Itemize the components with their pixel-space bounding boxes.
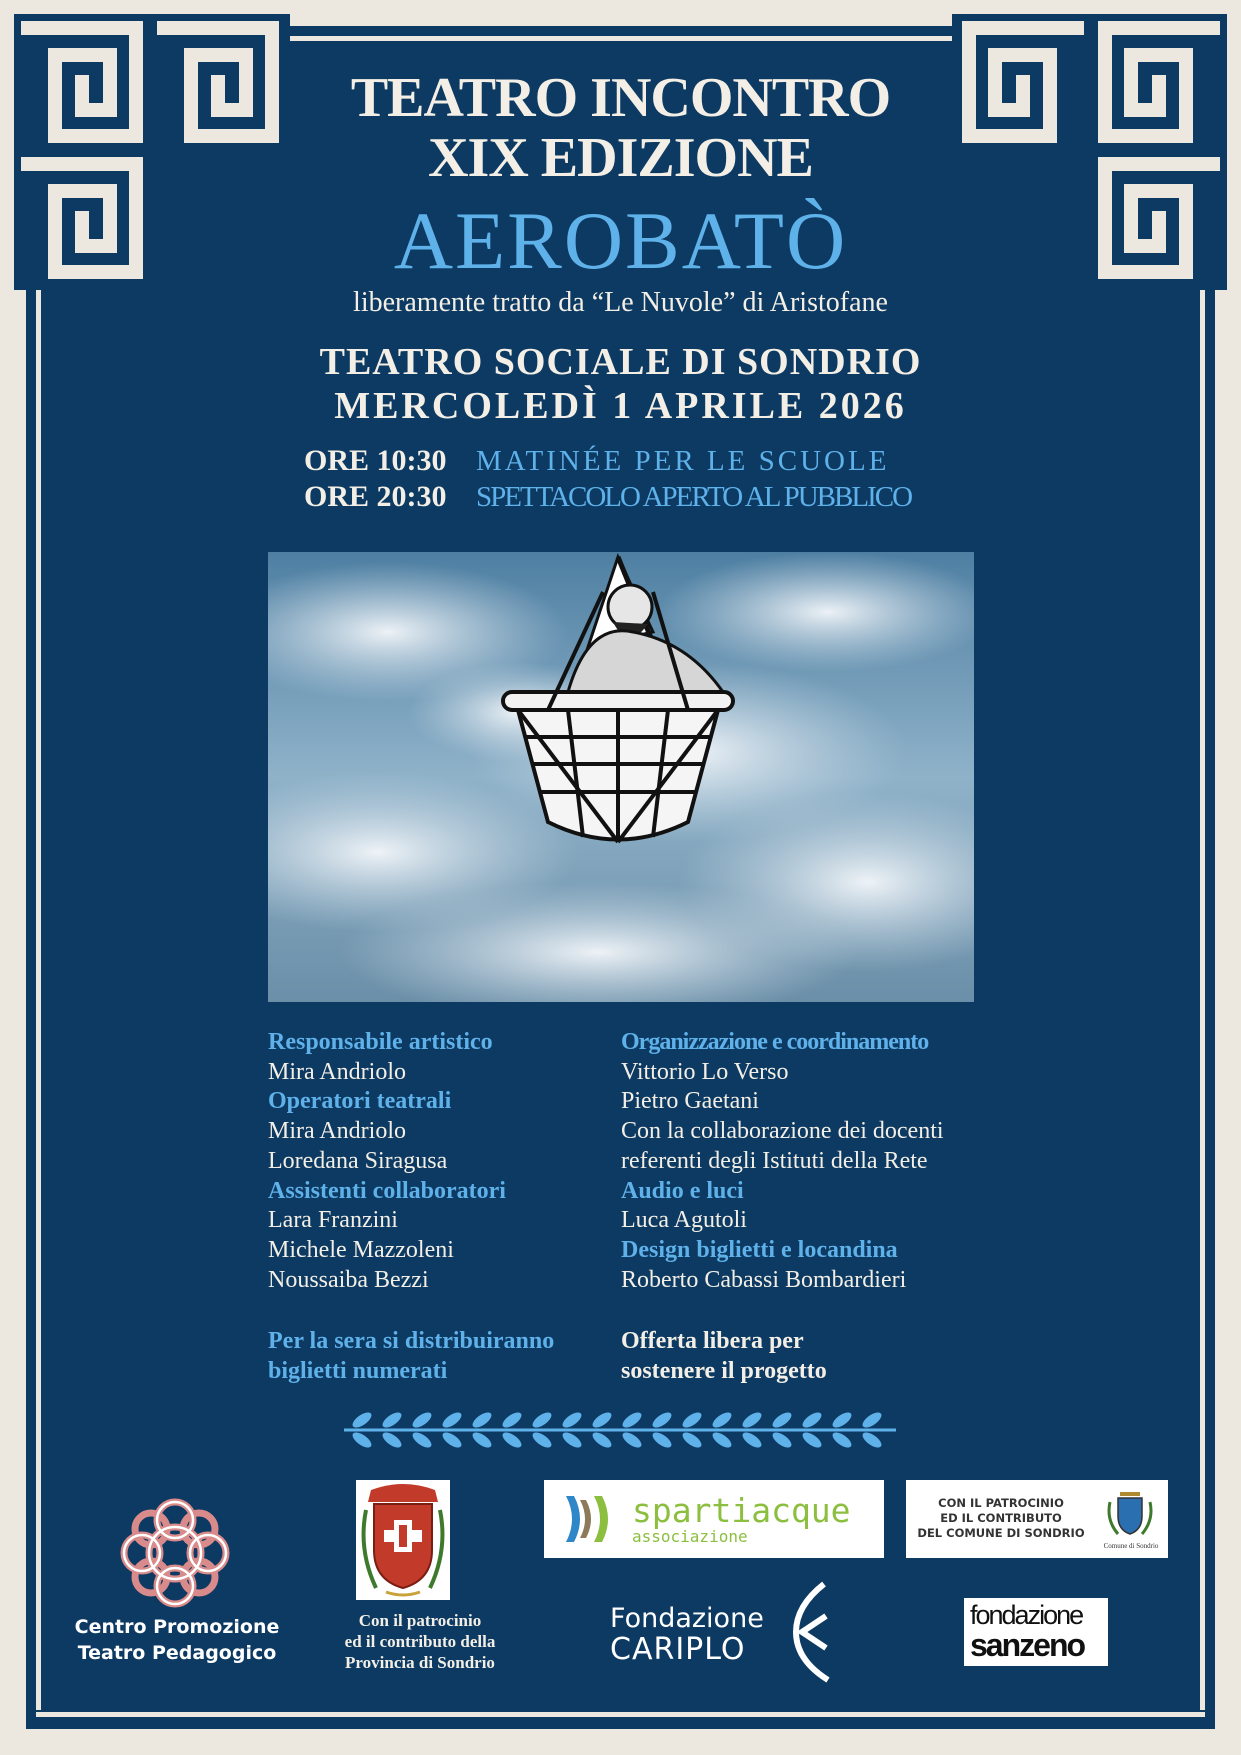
- laurel-leaf: [410, 1410, 434, 1431]
- laurel-leaf: [620, 1430, 644, 1451]
- laurel-leaf: [830, 1410, 854, 1431]
- comune-label-line: CON IL PATROCINIO: [938, 1496, 1064, 1510]
- comune-label-line: ED IL CONTRIBUTO: [940, 1511, 1062, 1525]
- provincia-logo-label: [310, 1610, 530, 1673]
- top-inner-frame-line: [290, 36, 952, 41]
- comune-crest-icon: [1104, 1486, 1156, 1538]
- credits-left-column: [268, 1028, 506, 1295]
- laurel-leaf: [650, 1430, 674, 1451]
- left-frame-line: [14, 290, 26, 1730]
- credits-right-column: [621, 1028, 944, 1295]
- ctp-label-line: Teatro Pedagogico: [77, 1642, 277, 1664]
- donation-note-line: Offerta libera per: [621, 1328, 804, 1354]
- laurel-leaf: [350, 1410, 374, 1431]
- event-date: MERCOLEDÌ 1 APRILE 2026: [334, 385, 907, 427]
- laurel-leaf: [800, 1430, 824, 1451]
- credit-name: Noussaiba Bezzi: [268, 1266, 429, 1293]
- credit-name: Roberto Cabassi Bombardieri: [621, 1266, 907, 1293]
- laurel-leaf: [380, 1410, 404, 1431]
- comune-label-line: DEL COMUNE DI SONDRIO: [917, 1526, 1085, 1540]
- cariplo-mark-icon: [790, 1580, 838, 1684]
- bottom-frame-line: [14, 1729, 1227, 1741]
- laurel-divider-icon: [340, 1404, 900, 1456]
- laurel-leaf: [860, 1430, 884, 1451]
- credit-role: Audio e luci: [621, 1177, 744, 1204]
- laurel-leaf: [440, 1410, 464, 1431]
- ctp-label-line: Centro Promozione: [74, 1616, 280, 1638]
- schedule-row: [304, 444, 911, 480]
- top-frame-line: [290, 14, 952, 26]
- festival-title: TEATRO INCONTRO: [350, 67, 891, 129]
- credit-name: Lara Franzini: [268, 1207, 398, 1234]
- sanzeno-label-line2: sanzeno: [970, 1627, 1085, 1663]
- spartiacque-sub: associazione: [632, 1527, 748, 1546]
- laurel-leaf: [380, 1430, 404, 1451]
- ctp-logo-label: [62, 1614, 292, 1666]
- donation-note-line: sostenere il progetto: [621, 1358, 827, 1384]
- credit-role: Assistenti collaboratori: [268, 1177, 506, 1204]
- laurel-leaf: [800, 1410, 824, 1431]
- cloud-photo-illustration: [268, 552, 974, 1002]
- donation-note: [621, 1326, 827, 1386]
- credit-name: Loredana Siragusa: [268, 1147, 448, 1174]
- laurel-leaf: [860, 1410, 884, 1431]
- laurel-leaf: [470, 1430, 494, 1451]
- schedule-time: ORE 10:30: [304, 444, 447, 477]
- laurel-leaf: [680, 1430, 704, 1451]
- laurel-leaf: [350, 1430, 374, 1451]
- credit-name: referenti degli Istituti della Rete: [621, 1147, 928, 1174]
- comune-crest-caption: Comune di Sondrio: [1103, 1542, 1159, 1550]
- laurel-leaf: [770, 1410, 794, 1431]
- credit-name: Vittorio Lo Verso: [621, 1058, 789, 1085]
- credit-name: Michele Mazzoleni: [268, 1236, 454, 1263]
- laurel-leaf: [530, 1430, 554, 1451]
- credit-name: Mira Andriolo: [268, 1118, 406, 1145]
- laurel-leaf: [590, 1430, 614, 1451]
- credit-name: Luca Agutoli: [621, 1207, 747, 1234]
- provincia-label-line: Con il patrocinio: [358, 1611, 482, 1630]
- credit-role: Responsabile artistico: [268, 1029, 493, 1055]
- right-inner-frame-line: [1200, 290, 1205, 1710]
- provincia-label-line: ed il contributo della: [344, 1632, 496, 1651]
- schedule-row: [304, 480, 911, 516]
- left-inner-frame-line: [36, 290, 41, 1710]
- credit-role: Organizzazione e coordinamento: [621, 1029, 929, 1055]
- schedule: [304, 444, 911, 516]
- right-frame-line: [1215, 290, 1227, 1730]
- ticket-note-line: Per la sera si distribuiranno: [268, 1328, 555, 1354]
- laurel-leaf: [770, 1430, 794, 1451]
- ctp-knot-logo-icon: [118, 1496, 232, 1610]
- credit-role: Design biglietti e locandina: [621, 1236, 898, 1263]
- schedule-description: SPETTACOLO APERTO AL PUBBLICO: [476, 481, 912, 513]
- laurel-leaf: [710, 1430, 734, 1451]
- sanzeno-label-line1: fondazione: [970, 1600, 1083, 1630]
- ticket-note-line: biglietti numerati: [268, 1358, 448, 1384]
- credit-name: Con la collaborazione dei docenti: [621, 1118, 944, 1145]
- spartiacque-name: spartiacque: [632, 1491, 851, 1530]
- schedule-time: ORE 20:30: [304, 480, 447, 513]
- laurel-leaf: [500, 1410, 524, 1431]
- spartiacque-logo: [544, 1480, 884, 1558]
- edition-title: XIX EDIZIONE: [428, 127, 813, 189]
- laurel-leaf: [560, 1410, 584, 1431]
- spartiacque-mark-icon: [564, 1490, 620, 1548]
- laurel-leaf: [710, 1410, 734, 1431]
- laurel-leaf: [500, 1430, 524, 1451]
- credit-name: Pietro Gaetani: [621, 1088, 759, 1115]
- laurel-leaf: [740, 1430, 764, 1451]
- cariplo-label-line1: Fondazione: [610, 1603, 764, 1634]
- comune-logo: [906, 1480, 1168, 1558]
- laurel-leaf: [650, 1410, 674, 1431]
- show-title: AEROBATÒ: [393, 195, 848, 286]
- ticket-note: [268, 1326, 554, 1386]
- show-subtitle: liberamente tratto da “Le Nuvole” di Aristofane: [353, 287, 888, 318]
- cariplo-label-line2: CARIPLO: [610, 1632, 746, 1667]
- laurel-leaf: [830, 1430, 854, 1451]
- laurel-leaf: [680, 1410, 704, 1431]
- venue: TEATRO SOCIALE DI SONDRIO: [319, 341, 922, 383]
- provincia-logo: [356, 1480, 450, 1600]
- sanzeno-logo: [964, 1598, 1108, 1666]
- credit-role: Operatori teatrali: [268, 1088, 452, 1115]
- laurel-leaf: [410, 1430, 434, 1451]
- laurel-leaf: [740, 1410, 764, 1431]
- schedule-description: MATINÉE PER LE SCUOLE: [476, 445, 890, 477]
- laurel-leaf: [530, 1410, 554, 1431]
- credit-name: Mira Andriolo: [268, 1058, 406, 1085]
- bottom-inner-frame-line: [36, 1712, 1205, 1717]
- laurel-leaf: [560, 1430, 584, 1451]
- laurel-leaf: [620, 1410, 644, 1431]
- laurel-leaf: [440, 1430, 464, 1451]
- provincia-label-line: Provincia di Sondrio: [345, 1653, 495, 1672]
- laurel-leaf: [590, 1410, 614, 1431]
- provincia-crest-icon: [356, 1480, 450, 1600]
- laurel-leaf: [470, 1410, 494, 1431]
